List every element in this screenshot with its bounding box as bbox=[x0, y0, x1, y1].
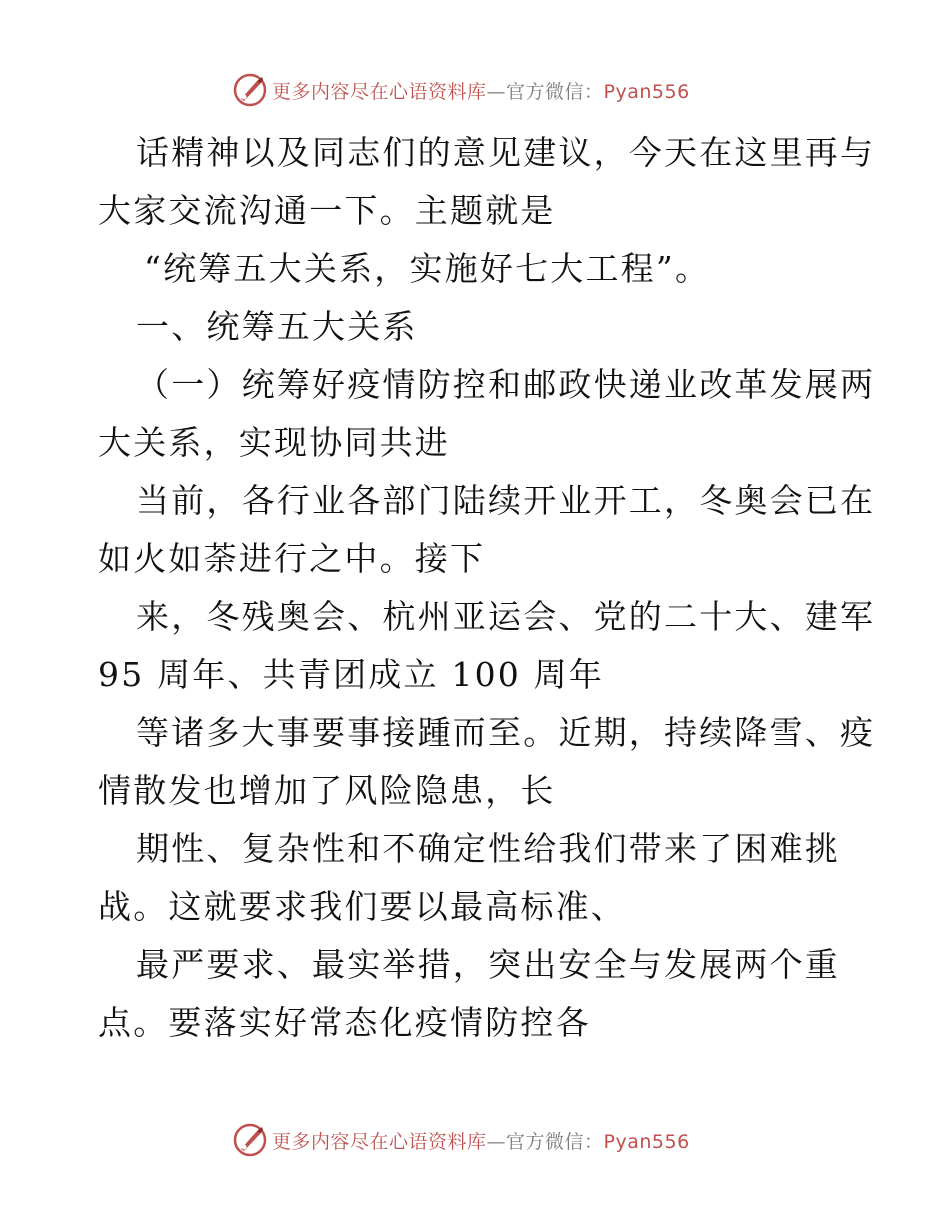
text-line: “统筹五大关系，实施好七大工程”。 bbox=[144, 249, 711, 288]
header-watermark bbox=[232, 70, 690, 110]
text-line: 点。要落实好常态化疫情防控各 bbox=[98, 1003, 591, 1042]
watermark-wechat-id: Pyan556 bbox=[603, 80, 690, 103]
text-line: 战。这就要求我们要以最高标准、 bbox=[98, 887, 626, 926]
watermark-text bbox=[272, 77, 690, 104]
text-line: 情散发也增加了风险隐患，长 bbox=[98, 771, 556, 810]
text-line: 95 周年、共青团成立 100 周年 bbox=[98, 655, 605, 694]
text-line: 等诸多大事要事接踵而至。近期，持续降雪、疫 bbox=[136, 713, 876, 752]
text-line: 如火如荼进行之中。接下 bbox=[98, 539, 486, 578]
text-line: 话精神以及同志们的意见建议，今天在这里再与 bbox=[136, 133, 876, 172]
watermark-separator: — bbox=[486, 80, 507, 103]
watermark-site-text: 更多内容尽在心语资料库 bbox=[272, 80, 487, 103]
watermark-wechat-label: 官方微信： bbox=[506, 1130, 604, 1153]
quill-logo-icon bbox=[232, 72, 268, 108]
subsection-heading: （一）统筹好疫情防控和邮政快递业改革发展两 bbox=[136, 365, 876, 404]
text-line: 来，冬残奥会、杭州亚运会、党的二十大、建军 bbox=[136, 597, 876, 636]
subsection-heading-cont: 大关系，实现协同共进 bbox=[98, 423, 450, 462]
watermark-wechat-id: Pyan556 bbox=[603, 1130, 690, 1153]
text-line: 当前，各行业各部门陆续开业开工，冬奥会已在 bbox=[136, 481, 876, 520]
footer-watermark bbox=[232, 1120, 690, 1160]
section-heading: 一、统筹五大关系 bbox=[136, 307, 418, 346]
text-line: 大家交流沟通一下。主题就是 bbox=[98, 191, 556, 230]
watermark-wechat-label: 官方微信： bbox=[506, 80, 604, 103]
watermark-text bbox=[272, 1127, 690, 1154]
text-line: 最严要求、最实举措，突出安全与发展两个重 bbox=[136, 945, 840, 984]
quill-logo-icon bbox=[232, 1122, 268, 1158]
watermark-separator: — bbox=[486, 1130, 507, 1153]
text-line: 期性、复杂性和不确定性给我们带来了困难挑 bbox=[136, 829, 840, 868]
watermark-site-text: 更多内容尽在心语资料库 bbox=[272, 1130, 487, 1153]
